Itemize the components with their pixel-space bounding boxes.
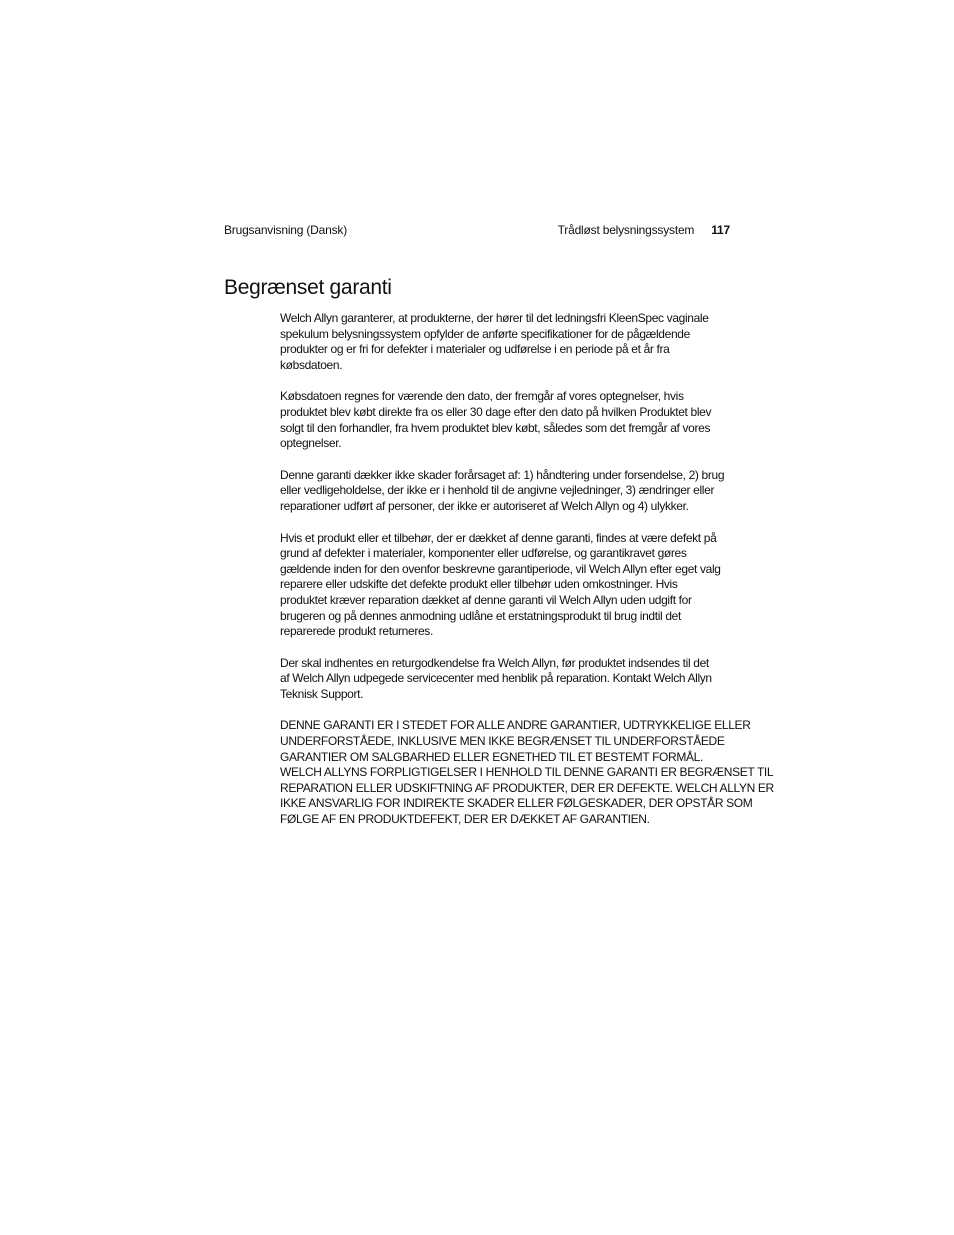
paragraph-line: Welch Allyn garanterer, at produkterne, der hører til det ledningsfri KleenSpec vaginale bbox=[280, 311, 709, 325]
paragraph-line: grund af defekter i materialer, komponenter eller udførelse, og garantikravet gøres bbox=[280, 546, 687, 561]
warranty-paragraph bbox=[280, 656, 732, 703]
paragraph-line: Hvis et produkt eller et tilbehør, der er dækket af denne garanti, findes at være defekt på bbox=[280, 530, 717, 545]
paragraph-line: Der skal indhentes en returgodkendelse fra Welch Allyn, før produktet indsendes til det bbox=[280, 655, 709, 670]
paragraph-line: reparere eller udskifte det defekte produkt eller tilbehør uden omkostninger. Hvis bbox=[280, 577, 678, 592]
paragraph-line: produktet blev købt direkte fra os eller 30 dage efter den dato på hvilken Produktet blev bbox=[280, 404, 712, 419]
paragraph-line: spekulum belysningssystem opfylder de anførte specifikationer for de pågældende bbox=[280, 326, 690, 341]
warranty-paragraph bbox=[280, 718, 774, 827]
paragraph-line: produktet kræver reparation dækket af denne garanti vil Welch Allyn uden udgift for bbox=[280, 592, 692, 607]
warranty-body bbox=[280, 311, 774, 844]
paragraph-line: solgt til den forhandler, fra hvem produktet blev købt, således som det fremgår af vores bbox=[280, 420, 711, 435]
paragraph-line: UNDERFORSTÅEDE, INKLUSIVE MEN IKKE BEGRÆNSET TIL UNDERFORSTÅEDE bbox=[280, 734, 725, 749]
paragraph-line: WELCH ALLYNS FORPLIGTIGELSER I HENHOLD TIL DENNE GARANTI ER BEGRÆNSET TIL bbox=[280, 765, 774, 780]
warranty-paragraph bbox=[280, 311, 732, 373]
paragraph-line: FØLGE AF EN PRODUKTDEFEKT, DER ER DÆKKET AF GARANTIEN. bbox=[280, 812, 650, 827]
paragraph-line: REPARATION ELLER UDSKIFTNING AF PRODUKTER, DER ER DEFEKTE. WELCH ALLYN ER bbox=[280, 780, 774, 795]
manual-title: Brugsanvisning (Dansk) bbox=[224, 223, 347, 237]
paragraph-line: Teknisk Support. bbox=[280, 686, 364, 701]
page-header bbox=[224, 221, 730, 239]
page-title: Begrænset garanti bbox=[224, 276, 392, 299]
paragraph-line: reparerede produkt returneres. bbox=[280, 624, 433, 639]
paragraph-line: købsdatoen. bbox=[280, 357, 343, 372]
paragraph-line: produkter og er fri for defekter i materialer og udførelse i en periode på et år fra bbox=[280, 342, 670, 357]
warranty-paragraph bbox=[280, 389, 732, 451]
paragraph-line: Denne garanti dækker ikke skader forårsaget af: 1) håndtering under forsendelse, 2) brug bbox=[280, 467, 725, 482]
page-number: 117 bbox=[711, 223, 730, 237]
warranty-paragraph bbox=[280, 468, 732, 515]
paragraph-line: brugeren og på dennes anmodning udlåne et erstatningsprodukt til brug indtil det bbox=[280, 608, 681, 623]
paragraph-line: af Welch Allyn udpegede servicecenter med henblik på reparation. Kontakt Welch Allyn bbox=[280, 671, 712, 686]
warranty-paragraph bbox=[280, 531, 732, 640]
paragraph-line: GARANTIER OM SALGBARHED ELLER EGNETHED TIL ET BESTEMT FORMÅL. bbox=[280, 749, 703, 764]
paragraph-line: Købsdatoen regnes for værende den dato, der fremgår af vores optegnelser, hvis bbox=[280, 389, 684, 404]
paragraph-line: IKKE ANSVARLIG FOR INDIREKTE SKADER ELLER FØLGESKADER, DER OPSTÅR SOM bbox=[280, 796, 753, 811]
paragraph-line: optegnelser. bbox=[280, 436, 342, 451]
paragraph-line: DENNE GARANTI ER I STEDET FOR ALLE ANDRE GARANTIER, UDTRYKKELIGE ELLER bbox=[280, 718, 751, 733]
header-right bbox=[558, 221, 730, 239]
paragraph-line: eller vedligeholdelse, der ikke er i henhold til de angivne vejledninger, 3) ændringer eller bbox=[280, 483, 715, 498]
section-title: Trådløst belysningssystem bbox=[557, 223, 695, 237]
paragraph-line: reparationer udført af personer, der ikke er autoriseret af Welch Allyn og 4) ulykker. bbox=[280, 498, 689, 513]
paragraph-line: gældende inden for den ovenfor beskrevne garantiperiode, vil Welch Allyn efter eget valg bbox=[280, 561, 721, 576]
